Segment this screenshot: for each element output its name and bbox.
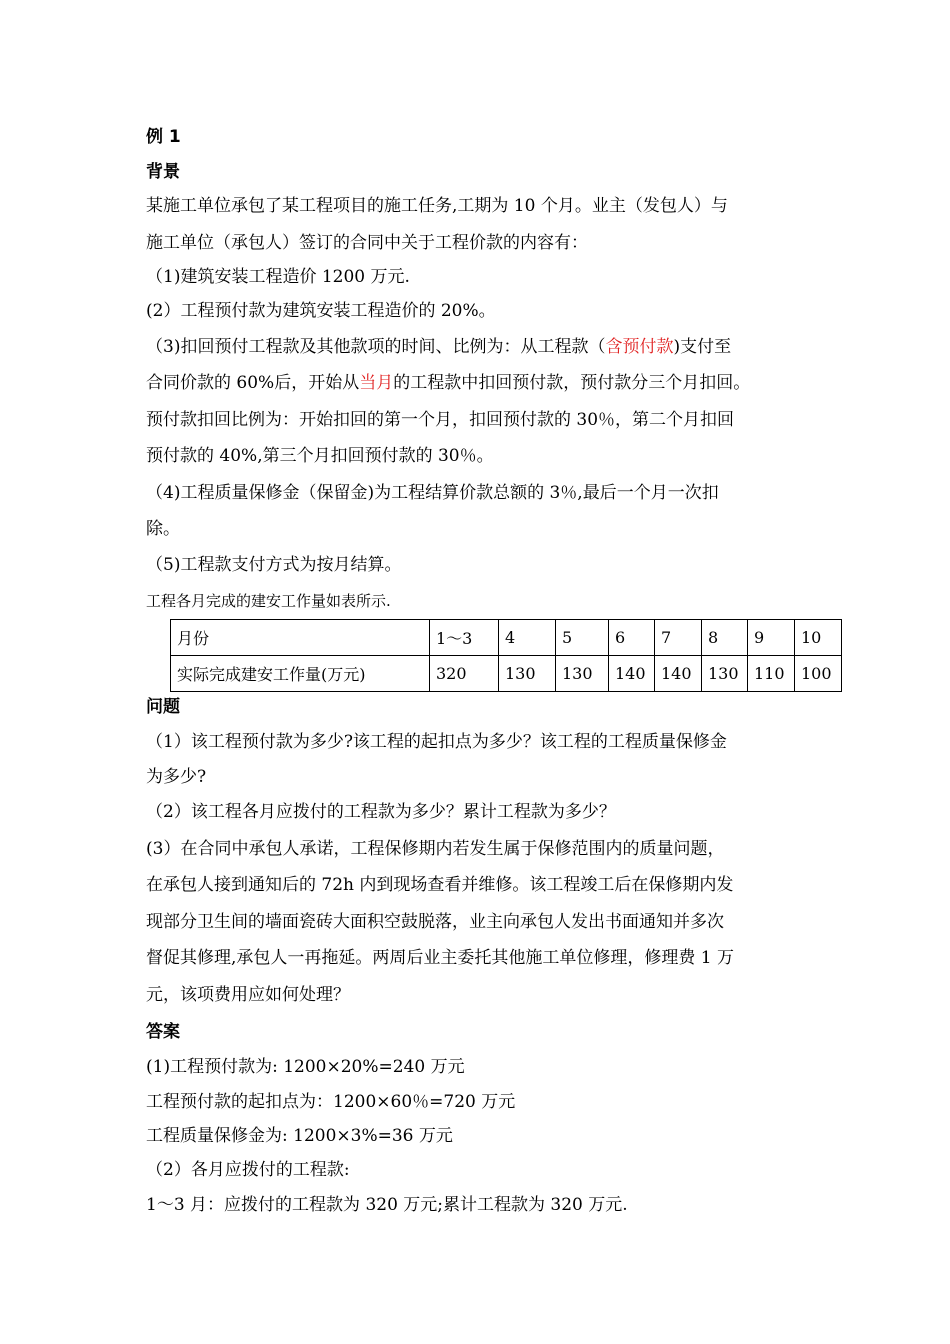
table-value-cell: 110 <box>748 656 795 692</box>
table-month-cell: 8 <box>702 620 748 656</box>
table-month-cell: 5 <box>556 620 609 656</box>
question-3-line-3: 现部分卫生间的墙面瓷砖大面积空鼓脱落，业主向承包人发出书面通知并多次 <box>146 912 724 932</box>
answer-line-3: 工程质量保修金为: 1200×3%=36 万元 <box>146 1126 453 1146</box>
item-3-line-2-text-b: 的工程款中扣回预付款，预付款分三个月扣回。 <box>393 373 751 393</box>
item-1: （1)建筑安装工程造价 1200 万元. <box>146 267 410 287</box>
table-month-cell: 6 <box>609 620 655 656</box>
question-3-line-4: 督促其修理,承包人一再拖延。两周后业主委托其他施工单位修理，修理费 1 万 <box>146 948 735 968</box>
table-value-row <box>171 656 842 692</box>
answer-line-2: 工程预付款的起扣点为：1200×60％=720 万元 <box>146 1092 516 1112</box>
table-month-cell: 4 <box>499 620 556 656</box>
item-3-text-a: （3)扣回预付工程款及其他款项的时间、比例为：从工程款（ <box>146 337 606 357</box>
table-caption: 工程各月完成的建安工作量如表所示. <box>146 592 391 610</box>
item-5: （5)工程款支付方式为按月结算。 <box>146 555 402 575</box>
item-3-line-4: 预付款的 40%,第三个月扣回预付款的 30％。 <box>146 446 494 466</box>
table-row-label: 实际完成建安工作量(万元) <box>171 656 430 692</box>
questions-heading: 问题 <box>146 697 180 717</box>
table-value-cell: 130 <box>702 656 748 692</box>
table-month-cell: 9 <box>748 620 795 656</box>
table-header-label: 月份 <box>171 620 430 656</box>
table-value-cell: 140 <box>609 656 655 692</box>
example-title: 例 1 <box>146 127 181 147</box>
table-month-cell: 10 <box>795 620 842 656</box>
background-line-1: 某施工单位承包了某工程项目的施工任务,工期为 10 个月。业主（发包人）与 <box>146 196 728 216</box>
item-4-line-1: （4)工程质量保修金（保留金)为工程结算价款总额的 3％,最后一个月一次扣 <box>146 483 719 503</box>
table-value-cell: 130 <box>556 656 609 692</box>
question-2: （2）该工程各月应拨付的工程款为多少？累计工程款为多少？ <box>146 802 616 822</box>
answer-line-5: 1～3 月：应拨付的工程款为 320 万元;累计工程款为 320 万元. <box>146 1195 628 1215</box>
item-3-line-1 <box>146 335 731 359</box>
item-3-line-2-text-a: 合同价款的 60%后，开始从 <box>146 373 360 393</box>
table-value-cell: 130 <box>499 656 556 692</box>
table-value-cell: 100 <box>795 656 842 692</box>
table-month-cell: 7 <box>655 620 702 656</box>
answer-line-4: （2）各月应拨付的工程款: <box>146 1160 350 1180</box>
item-3-text-b: )支付至 <box>673 337 732 357</box>
table-header-row <box>171 620 842 656</box>
question-3-line-5: 元，该项费用应如何处理？ <box>146 985 350 1005</box>
background-heading: 背景 <box>146 162 180 182</box>
item-4-line-2: 除。 <box>146 519 180 539</box>
background-line-2: 施工单位（承包人）签订的合同中关于工程价款的内容有： <box>146 233 588 253</box>
question-3-line-1: (3）在合同中承包人承诺，工程保修期内若发生属于保修范围内的质量问题， <box>146 839 725 859</box>
table-value-cell: 320 <box>430 656 499 692</box>
question-1-line-2: 为多少? <box>146 767 207 787</box>
item-3-line-3: 预付款扣回比例为：开始扣回的第一个月，扣回预付款的 30％，第二个月扣回 <box>146 410 735 430</box>
answer-line-1: (1)工程预付款为: 1200×20%=240 万元 <box>146 1057 465 1077</box>
item-3-highlight-current-month: 当月 <box>359 373 394 393</box>
table-month-cell: 1～3 <box>430 620 499 656</box>
question-1-line-1: （1）该工程预付款为多少?该工程的起扣点为多少？该工程的工程质量保修金 <box>146 732 727 752</box>
table-value-cell: 140 <box>655 656 702 692</box>
answers-heading: 答案 <box>146 1022 180 1042</box>
item-3-highlight-prepayment: 含预付款 <box>605 337 674 357</box>
question-3-line-2: 在承包人接到通知后的 72h 内到现场查看并维修。该工程竣工后在保修期内发 <box>146 875 734 895</box>
item-2: (2）工程预付款为建筑安装工程造价的 20%。 <box>146 301 496 321</box>
workload-table <box>170 619 842 692</box>
item-3-line-2 <box>146 371 750 395</box>
